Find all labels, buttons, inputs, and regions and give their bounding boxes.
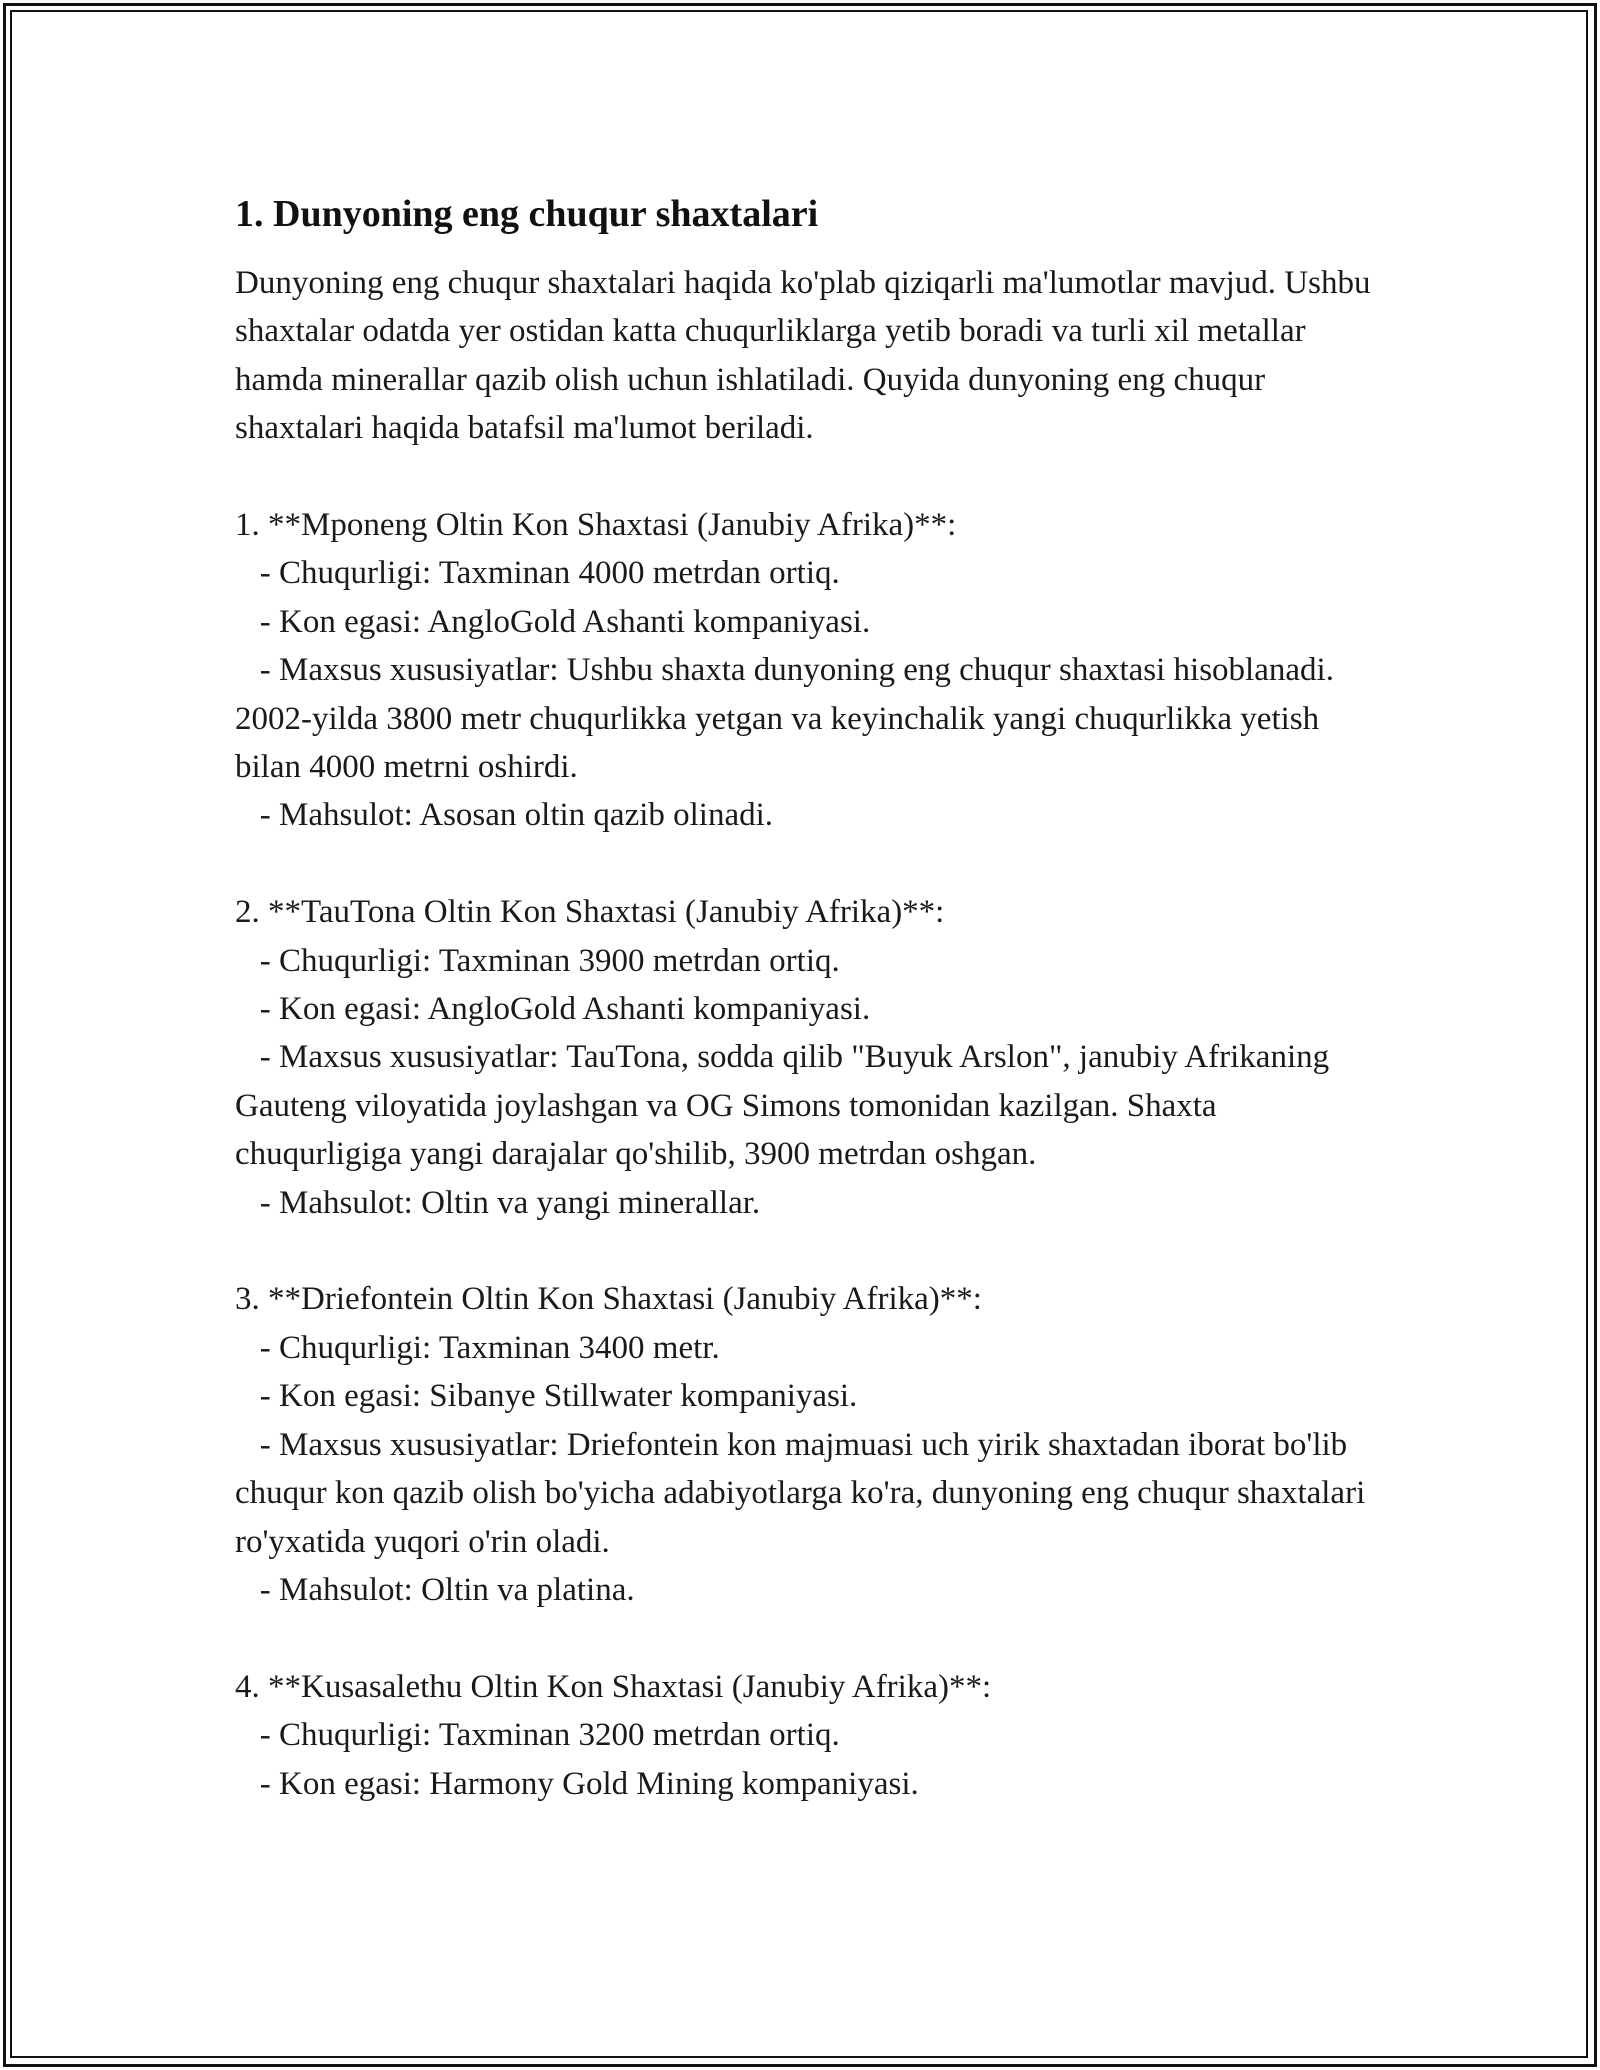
mine-depth: - Chuqurligi: Taxminan 3900 metrdan ortiq.: [235, 942, 840, 979]
mine-item-tautona: [235, 888, 1385, 1227]
mine-depth: - Chuqurligi: Taxminan 3400 metr.: [235, 1329, 720, 1366]
mine-features: - Maxsus xususiyatlar: TauTona, sodda qilib "Buyuk Arslon", janubiy Afrikaning Gauteng viloyatida joylashgan va OG Simons tomonidan kazilgan. Shaxta chuqurligiga yangi darajalar qo'shilib, 3900 metrdan oshgan.: [235, 1039, 1338, 1173]
mine-owner: - Kon egasi: AngloGold Ashanti kompaniyasi.: [235, 603, 871, 640]
intro-paragraph: Dunyoning eng chuqur shaxtalari haqida ko'plab qiziqarli ma'lumotlar mavjud. Ushbu shaxtalar odatda yer ostidan katta chuqurliklarga yetib boradi va turli xil metallar hamda minerallar qazib olish uchun ishlatiladi. Quyida dunyoning eng chuqur shaxtalari haqida batafsil ma'lumot beriladi.: [235, 265, 1379, 447]
mine-features: - Maxsus xususiyatlar: Driefontein kon majmuasi uch yirik shaxtadan iborat bo'lib chuqur kon qazib olish bo'yicha adabiyotlarga ko'ra, dunyoning eng chuqur shaxtalari ro'yxatida yuqori o'rin oladi.: [235, 1426, 1374, 1560]
mine-heading: 4. **Kusasalethu Oltin Kon Shaxtasi (Janubiy Afrika)**:: [235, 1668, 992, 1705]
mine-owner: - Kon egasi: AngloGold Ashanti kompaniyasi.: [235, 991, 871, 1028]
mine-owner: - Kon egasi: Harmony Gold Mining kompaniyasi.: [235, 1765, 919, 1802]
document-body: [235, 185, 1385, 1808]
mine-product: - Mahsulot: Oltin va platina.: [235, 1571, 635, 1608]
spacer: [235, 1227, 1385, 1275]
spacer: [235, 840, 1385, 888]
mine-item-kusasalethu: [235, 1663, 1385, 1808]
mine-item-mponeng: [235, 501, 1385, 840]
mine-heading: 3. **Driefontein Oltin Kon Shaxtasi (Janubiy Afrika)**:: [235, 1281, 982, 1318]
mine-product: - Mahsulot: Asosan oltin qazib olinadi.: [235, 797, 774, 834]
mine-item-driefontein: [235, 1275, 1385, 1614]
mine-features: - Maxsus xususiyatlar: Ushbu shaxta dunyoning eng chuqur shaxtasi hisoblanadi. 2002-yilda 3800 metr chuqurlikka yetgan va keyinchalik yangi chuqurlikka yetish bilan 4000 metrni oshirdi.: [235, 652, 1343, 786]
spacer: [235, 453, 1385, 501]
mine-product: - Mahsulot: Oltin va yangi minerallar.: [235, 1184, 761, 1221]
mine-depth: - Chuqurligi: Taxminan 3200 metrdan ortiq.: [235, 1717, 840, 1754]
mine-heading: 1. **Mponeng Oltin Kon Shaxtasi (Janubiy Afrika)**:: [235, 507, 957, 544]
mine-heading: 2. **TauTona Oltin Kon Shaxtasi (Janubiy Afrika)**:: [235, 894, 945, 931]
mine-owner: - Kon egasi: Sibanye Stillwater kompaniyasi.: [235, 1378, 858, 1415]
document-title: 1. Dunyoning eng chuqur shaxtalari: [235, 193, 819, 235]
spacer: [235, 1614, 1385, 1662]
mine-depth: - Chuqurligi: Taxminan 4000 metrdan ortiq.: [235, 555, 840, 592]
